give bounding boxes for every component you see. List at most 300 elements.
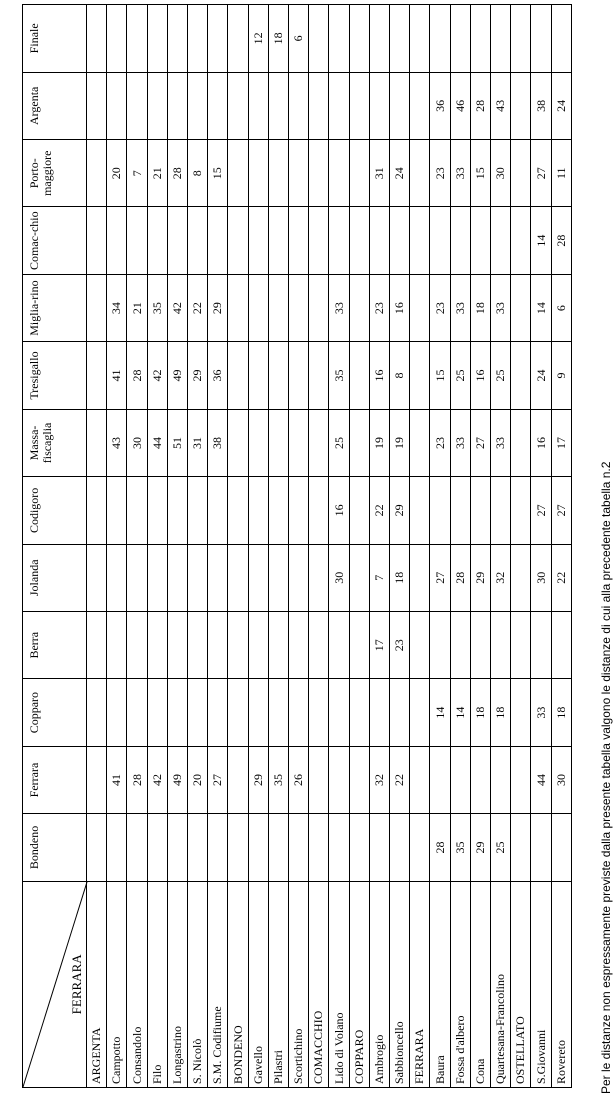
table-row	[410, 5, 430, 1088]
col-header-ferrara: Ferrara	[23, 746, 87, 813]
distance-cell: 19	[369, 409, 389, 476]
distance-cell	[289, 274, 309, 341]
distance-cell: 21	[147, 140, 167, 207]
distance-cell	[511, 5, 531, 73]
distance-cell: 34	[107, 274, 127, 341]
table-row	[87, 5, 107, 1088]
table-row	[329, 5, 349, 1088]
distance-cell	[309, 140, 329, 207]
distance-cell	[511, 72, 531, 139]
distance-cell	[248, 544, 268, 611]
distance-cell	[329, 611, 349, 678]
distance-cell	[107, 207, 127, 274]
distance-cell: 18	[268, 5, 288, 73]
distance-cell	[289, 140, 309, 207]
table-row	[430, 5, 450, 1088]
distance-cell: 17	[551, 409, 571, 476]
distance-cell: 9	[551, 342, 571, 409]
distance-cell: 41	[107, 746, 127, 813]
col-header-portomaggiore: Porto-maggiore	[23, 140, 87, 207]
table-row	[511, 5, 531, 1088]
row-label: OSTELLATO	[511, 881, 531, 1087]
distance-cell	[167, 72, 187, 139]
distance-cell: 30	[127, 409, 147, 476]
distance-cell	[450, 207, 470, 274]
table-row	[228, 5, 248, 1088]
distance-cell	[248, 611, 268, 678]
distance-cell	[228, 342, 248, 409]
distance-cell	[491, 611, 511, 678]
distance-cell	[410, 746, 430, 813]
distance-cell: 16	[470, 342, 490, 409]
distance-cell: 32	[369, 746, 389, 813]
table-row	[208, 5, 228, 1088]
distance-cell: 24	[390, 140, 410, 207]
distance-cell: 28	[450, 544, 470, 611]
distance-cell	[127, 679, 147, 746]
distance-cell: 23	[430, 140, 450, 207]
distance-cell	[228, 274, 248, 341]
distance-cell	[511, 274, 531, 341]
distance-cell	[430, 207, 450, 274]
distance-cell	[289, 679, 309, 746]
distance-cell	[268, 207, 288, 274]
distance-cell	[369, 5, 389, 73]
distance-cell	[228, 477, 248, 544]
distance-cell	[551, 611, 571, 678]
distance-cell	[349, 611, 369, 678]
col-header-copparo: Copparo	[23, 679, 87, 746]
distance-cell	[87, 72, 107, 139]
col-header-massafiscaglia: Massa-fiscaglia	[23, 409, 87, 476]
row-label: Pilastri	[268, 881, 288, 1087]
distance-cell: 43	[107, 409, 127, 476]
rotated-table-area	[22, 4, 572, 1088]
distance-cell	[228, 72, 248, 139]
distance-cell: 29	[470, 544, 490, 611]
distance-cell: 31	[369, 140, 389, 207]
distance-cell	[349, 477, 369, 544]
distance-cell	[450, 477, 470, 544]
distance-cell: 27	[551, 477, 571, 544]
distance-cell	[410, 140, 430, 207]
corner-cell	[23, 881, 87, 1087]
distance-cell	[208, 5, 228, 73]
distance-cell	[329, 679, 349, 746]
row-label: Baura	[430, 881, 450, 1087]
distance-cell	[228, 679, 248, 746]
table-body	[87, 5, 572, 1088]
distance-cell: 22	[188, 274, 208, 341]
distance-cell: 15	[208, 140, 228, 207]
distance-cell: 29	[208, 274, 228, 341]
distance-cell: 12	[248, 5, 268, 73]
corner-diagonal	[23, 882, 87, 1087]
row-label: COMACCHIO	[309, 881, 329, 1087]
row-label: Filo	[147, 881, 167, 1087]
distance-cell	[390, 207, 410, 274]
distance-cell	[329, 814, 349, 881]
distance-cell	[430, 746, 450, 813]
table-row	[491, 5, 511, 1088]
distance-cell: 18	[491, 679, 511, 746]
distance-cell: 38	[531, 72, 551, 139]
distance-cell	[531, 814, 551, 881]
distance-cell: 22	[369, 477, 389, 544]
distance-cell: 30	[329, 544, 349, 611]
distance-cell	[289, 409, 309, 476]
distance-cell	[107, 72, 127, 139]
distance-cell	[248, 274, 268, 341]
distance-cell	[268, 814, 288, 881]
distance-cell	[410, 207, 430, 274]
distance-cell	[268, 342, 288, 409]
distance-cell	[309, 746, 329, 813]
distance-cell: 23	[430, 274, 450, 341]
distance-cell	[410, 274, 430, 341]
distance-cell	[410, 5, 430, 73]
distance-cell	[349, 544, 369, 611]
distance-cell	[208, 679, 228, 746]
distance-cell: 7	[369, 544, 389, 611]
distance-cell: 14	[430, 679, 450, 746]
distance-cell: 33	[450, 140, 470, 207]
distance-cell: 42	[147, 746, 167, 813]
distance-cell: 35	[450, 814, 470, 881]
distance-cell: 17	[369, 611, 389, 678]
row-label: Cona	[470, 881, 490, 1087]
footer-note: Per le distanze non espressamente previste dalla presente tabella valgono le distanze di cui alla precedente tabella n.2	[599, 461, 613, 1094]
table-row	[349, 5, 369, 1088]
distance-cell	[167, 544, 187, 611]
distance-cell	[248, 207, 268, 274]
distance-cell: 16	[329, 477, 349, 544]
distance-cell	[289, 342, 309, 409]
distance-cell	[248, 679, 268, 746]
distance-cell	[268, 409, 288, 476]
distance-cell	[410, 679, 430, 746]
table-row	[248, 5, 268, 1088]
distance-cell	[390, 5, 410, 73]
distance-cell: 28	[551, 207, 571, 274]
distance-cell: 33	[531, 679, 551, 746]
distance-cell	[410, 72, 430, 139]
distance-cell	[470, 611, 490, 678]
distance-cell	[309, 72, 329, 139]
distance-cell	[188, 72, 208, 139]
distance-cell	[87, 544, 107, 611]
distance-cell: 28	[127, 342, 147, 409]
distance-cell	[531, 611, 551, 678]
row-label: BONDENO	[228, 881, 248, 1087]
distance-cell	[470, 207, 490, 274]
distance-cell: 42	[167, 274, 187, 341]
distance-cell	[167, 611, 187, 678]
distance-cell: 46	[450, 72, 470, 139]
distance-cell	[531, 5, 551, 73]
distance-cell: 6	[289, 5, 309, 73]
col-header-tresigallo: Tresigallo	[23, 342, 87, 409]
row-label: FERRARA	[410, 881, 430, 1087]
distance-cell	[491, 5, 511, 73]
distance-cell	[289, 72, 309, 139]
distance-cell	[268, 477, 288, 544]
distance-cell	[147, 477, 167, 544]
distance-cell	[349, 746, 369, 813]
distance-cell: 35	[147, 274, 167, 341]
distance-cell	[369, 814, 389, 881]
row-label: Consandolo	[127, 881, 147, 1087]
distance-cell: 27	[531, 477, 551, 544]
distance-cell	[309, 477, 329, 544]
distance-cell	[167, 814, 187, 881]
col-header-argenta: Argenta	[23, 72, 87, 139]
distance-cell: 16	[390, 274, 410, 341]
distance-cell	[329, 72, 349, 139]
distance-cell	[309, 207, 329, 274]
distance-cell	[87, 611, 107, 678]
distance-cell	[511, 611, 531, 678]
distance-cell	[167, 477, 187, 544]
row-label: S.M. Codifiume	[208, 881, 228, 1087]
distance-cell: 26	[289, 746, 309, 813]
distance-cell	[268, 544, 288, 611]
distance-cell: 20	[107, 140, 127, 207]
distance-cell: 14	[531, 274, 551, 341]
distance-cell	[511, 746, 531, 813]
distance-cell: 35	[329, 342, 349, 409]
row-label: ARGENTA	[87, 881, 107, 1087]
distance-cell	[167, 679, 187, 746]
distance-cell	[369, 72, 389, 139]
distance-cell	[349, 342, 369, 409]
distance-cell	[390, 679, 410, 746]
distance-cell	[349, 140, 369, 207]
row-label: Longastrino	[167, 881, 187, 1087]
distance-cell: 29	[470, 814, 490, 881]
distance-cell	[289, 814, 309, 881]
distance-cell	[511, 342, 531, 409]
table-row	[289, 5, 309, 1088]
distance-cell	[147, 814, 167, 881]
distance-cell: 36	[430, 72, 450, 139]
distance-cell	[349, 274, 369, 341]
table-row	[390, 5, 410, 1088]
distance-cell: 29	[390, 477, 410, 544]
col-header-comacchio: Comac-chio	[23, 207, 87, 274]
distance-cell	[491, 746, 511, 813]
row-label: Rovereto	[551, 881, 571, 1087]
distance-cell	[410, 409, 430, 476]
col-header-codigoro: Codigoro	[23, 477, 87, 544]
distance-cell	[491, 477, 511, 544]
distance-cell	[430, 477, 450, 544]
distance-cell	[309, 679, 329, 746]
distance-cell	[127, 611, 147, 678]
distance-cell	[147, 611, 167, 678]
distance-cell	[127, 72, 147, 139]
distance-cell	[127, 5, 147, 73]
distance-cell: 32	[491, 544, 511, 611]
distance-cell: 15	[470, 140, 490, 207]
distance-cell	[228, 5, 248, 73]
col-header-finale: Finale	[23, 5, 87, 73]
distance-cell	[228, 207, 248, 274]
distance-cell	[87, 342, 107, 409]
distance-cell	[147, 679, 167, 746]
distance-cell	[349, 814, 369, 881]
distance-cell	[410, 477, 430, 544]
distance-cell	[511, 544, 531, 611]
distance-cell	[228, 746, 248, 813]
distance-cell: 41	[107, 342, 127, 409]
distance-cell: 25	[329, 409, 349, 476]
distance-cell: 14	[531, 207, 551, 274]
distance-cell: 14	[450, 679, 470, 746]
distance-cell	[289, 207, 309, 274]
distance-cell	[268, 72, 288, 139]
distance-cell	[289, 544, 309, 611]
table-row	[551, 5, 571, 1088]
distance-cell	[228, 814, 248, 881]
distance-cell: 36	[208, 342, 228, 409]
col-header-berra: Berra	[23, 611, 87, 678]
distance-cell	[511, 477, 531, 544]
distance-cell	[228, 409, 248, 476]
distance-cell	[147, 207, 167, 274]
distance-cell	[268, 140, 288, 207]
distance-cell: 27	[531, 140, 551, 207]
distance-cell	[208, 72, 228, 139]
distance-cell	[268, 274, 288, 341]
table-row	[107, 5, 127, 1088]
distance-cell	[289, 611, 309, 678]
distance-cell: 33	[450, 409, 470, 476]
distance-cell	[87, 207, 107, 274]
header-row	[23, 5, 87, 1088]
distance-cell	[107, 611, 127, 678]
row-label: Fossa d'albero	[450, 881, 470, 1087]
distance-cell: 25	[491, 342, 511, 409]
distance-cell	[147, 72, 167, 139]
distance-cell	[127, 477, 147, 544]
distance-table	[22, 4, 572, 1088]
distance-cell	[511, 140, 531, 207]
distance-cell: 44	[147, 409, 167, 476]
distance-cell: 30	[531, 544, 551, 611]
distance-cell	[329, 140, 349, 207]
distance-cell	[349, 5, 369, 73]
table-row	[450, 5, 470, 1088]
row-label: Sabbioncello	[390, 881, 410, 1087]
distance-cell	[87, 814, 107, 881]
distance-cell	[87, 477, 107, 544]
distance-cell	[188, 814, 208, 881]
distance-cell: 44	[531, 746, 551, 813]
table-row	[369, 5, 389, 1088]
distance-cell	[289, 477, 309, 544]
distance-cell	[309, 342, 329, 409]
distance-cell: 33	[450, 274, 470, 341]
distance-cell: 18	[470, 274, 490, 341]
distance-cell	[248, 477, 268, 544]
distance-cell: 20	[188, 746, 208, 813]
distance-cell	[511, 409, 531, 476]
distance-cell	[491, 207, 511, 274]
distance-cell	[87, 5, 107, 73]
distance-cell: 21	[127, 274, 147, 341]
distance-cell	[309, 814, 329, 881]
distance-cell	[450, 5, 470, 73]
row-label: Ambrogio	[369, 881, 389, 1087]
distance-cell	[430, 611, 450, 678]
distance-cell	[309, 611, 329, 678]
table-row	[147, 5, 167, 1088]
distance-cell	[390, 72, 410, 139]
distance-cell: 22	[390, 746, 410, 813]
distance-cell: 24	[531, 342, 551, 409]
distance-cell: 28	[430, 814, 450, 881]
distance-cell	[551, 814, 571, 881]
distance-cell: 23	[369, 274, 389, 341]
distance-cell: 25	[450, 342, 470, 409]
distance-cell: 8	[188, 140, 208, 207]
distance-cell	[410, 342, 430, 409]
row-label: S.Giovanni	[531, 881, 551, 1087]
distance-cell	[127, 814, 147, 881]
table-row	[188, 5, 208, 1088]
distance-cell: 27	[470, 409, 490, 476]
distance-cell	[511, 207, 531, 274]
row-label: S. Nicolò	[188, 881, 208, 1087]
corner-label: FERRARA	[69, 954, 84, 1015]
distance-cell	[551, 5, 571, 73]
distance-cell: 27	[430, 544, 450, 611]
distance-cell: 49	[167, 342, 187, 409]
distance-cell	[188, 679, 208, 746]
distance-cell	[410, 611, 430, 678]
distance-cell	[349, 679, 369, 746]
distance-cell: 18	[551, 679, 571, 746]
distance-cell: 33	[491, 274, 511, 341]
distance-cell: 16	[369, 342, 389, 409]
distance-cell	[369, 679, 389, 746]
distance-cell	[511, 679, 531, 746]
distance-cell	[147, 544, 167, 611]
distance-cell	[248, 814, 268, 881]
distance-cell	[228, 544, 248, 611]
distance-cell: 16	[531, 409, 551, 476]
distance-cell: 33	[491, 409, 511, 476]
col-header-bondeno: Bondeno	[23, 814, 87, 881]
distance-cell: 38	[208, 409, 228, 476]
distance-cell	[248, 140, 268, 207]
distance-cell: 29	[248, 746, 268, 813]
distance-cell	[87, 140, 107, 207]
distance-cell	[107, 814, 127, 881]
table-row	[309, 5, 329, 1088]
distance-cell	[410, 544, 430, 611]
distance-cell	[228, 140, 248, 207]
distance-cell: 42	[147, 342, 167, 409]
table-row	[127, 5, 147, 1088]
distance-cell: 27	[208, 746, 228, 813]
distance-cell: 6	[551, 274, 571, 341]
distance-cell	[107, 477, 127, 544]
distance-cell: 51	[167, 409, 187, 476]
distance-cell	[188, 544, 208, 611]
distance-cell	[430, 5, 450, 73]
